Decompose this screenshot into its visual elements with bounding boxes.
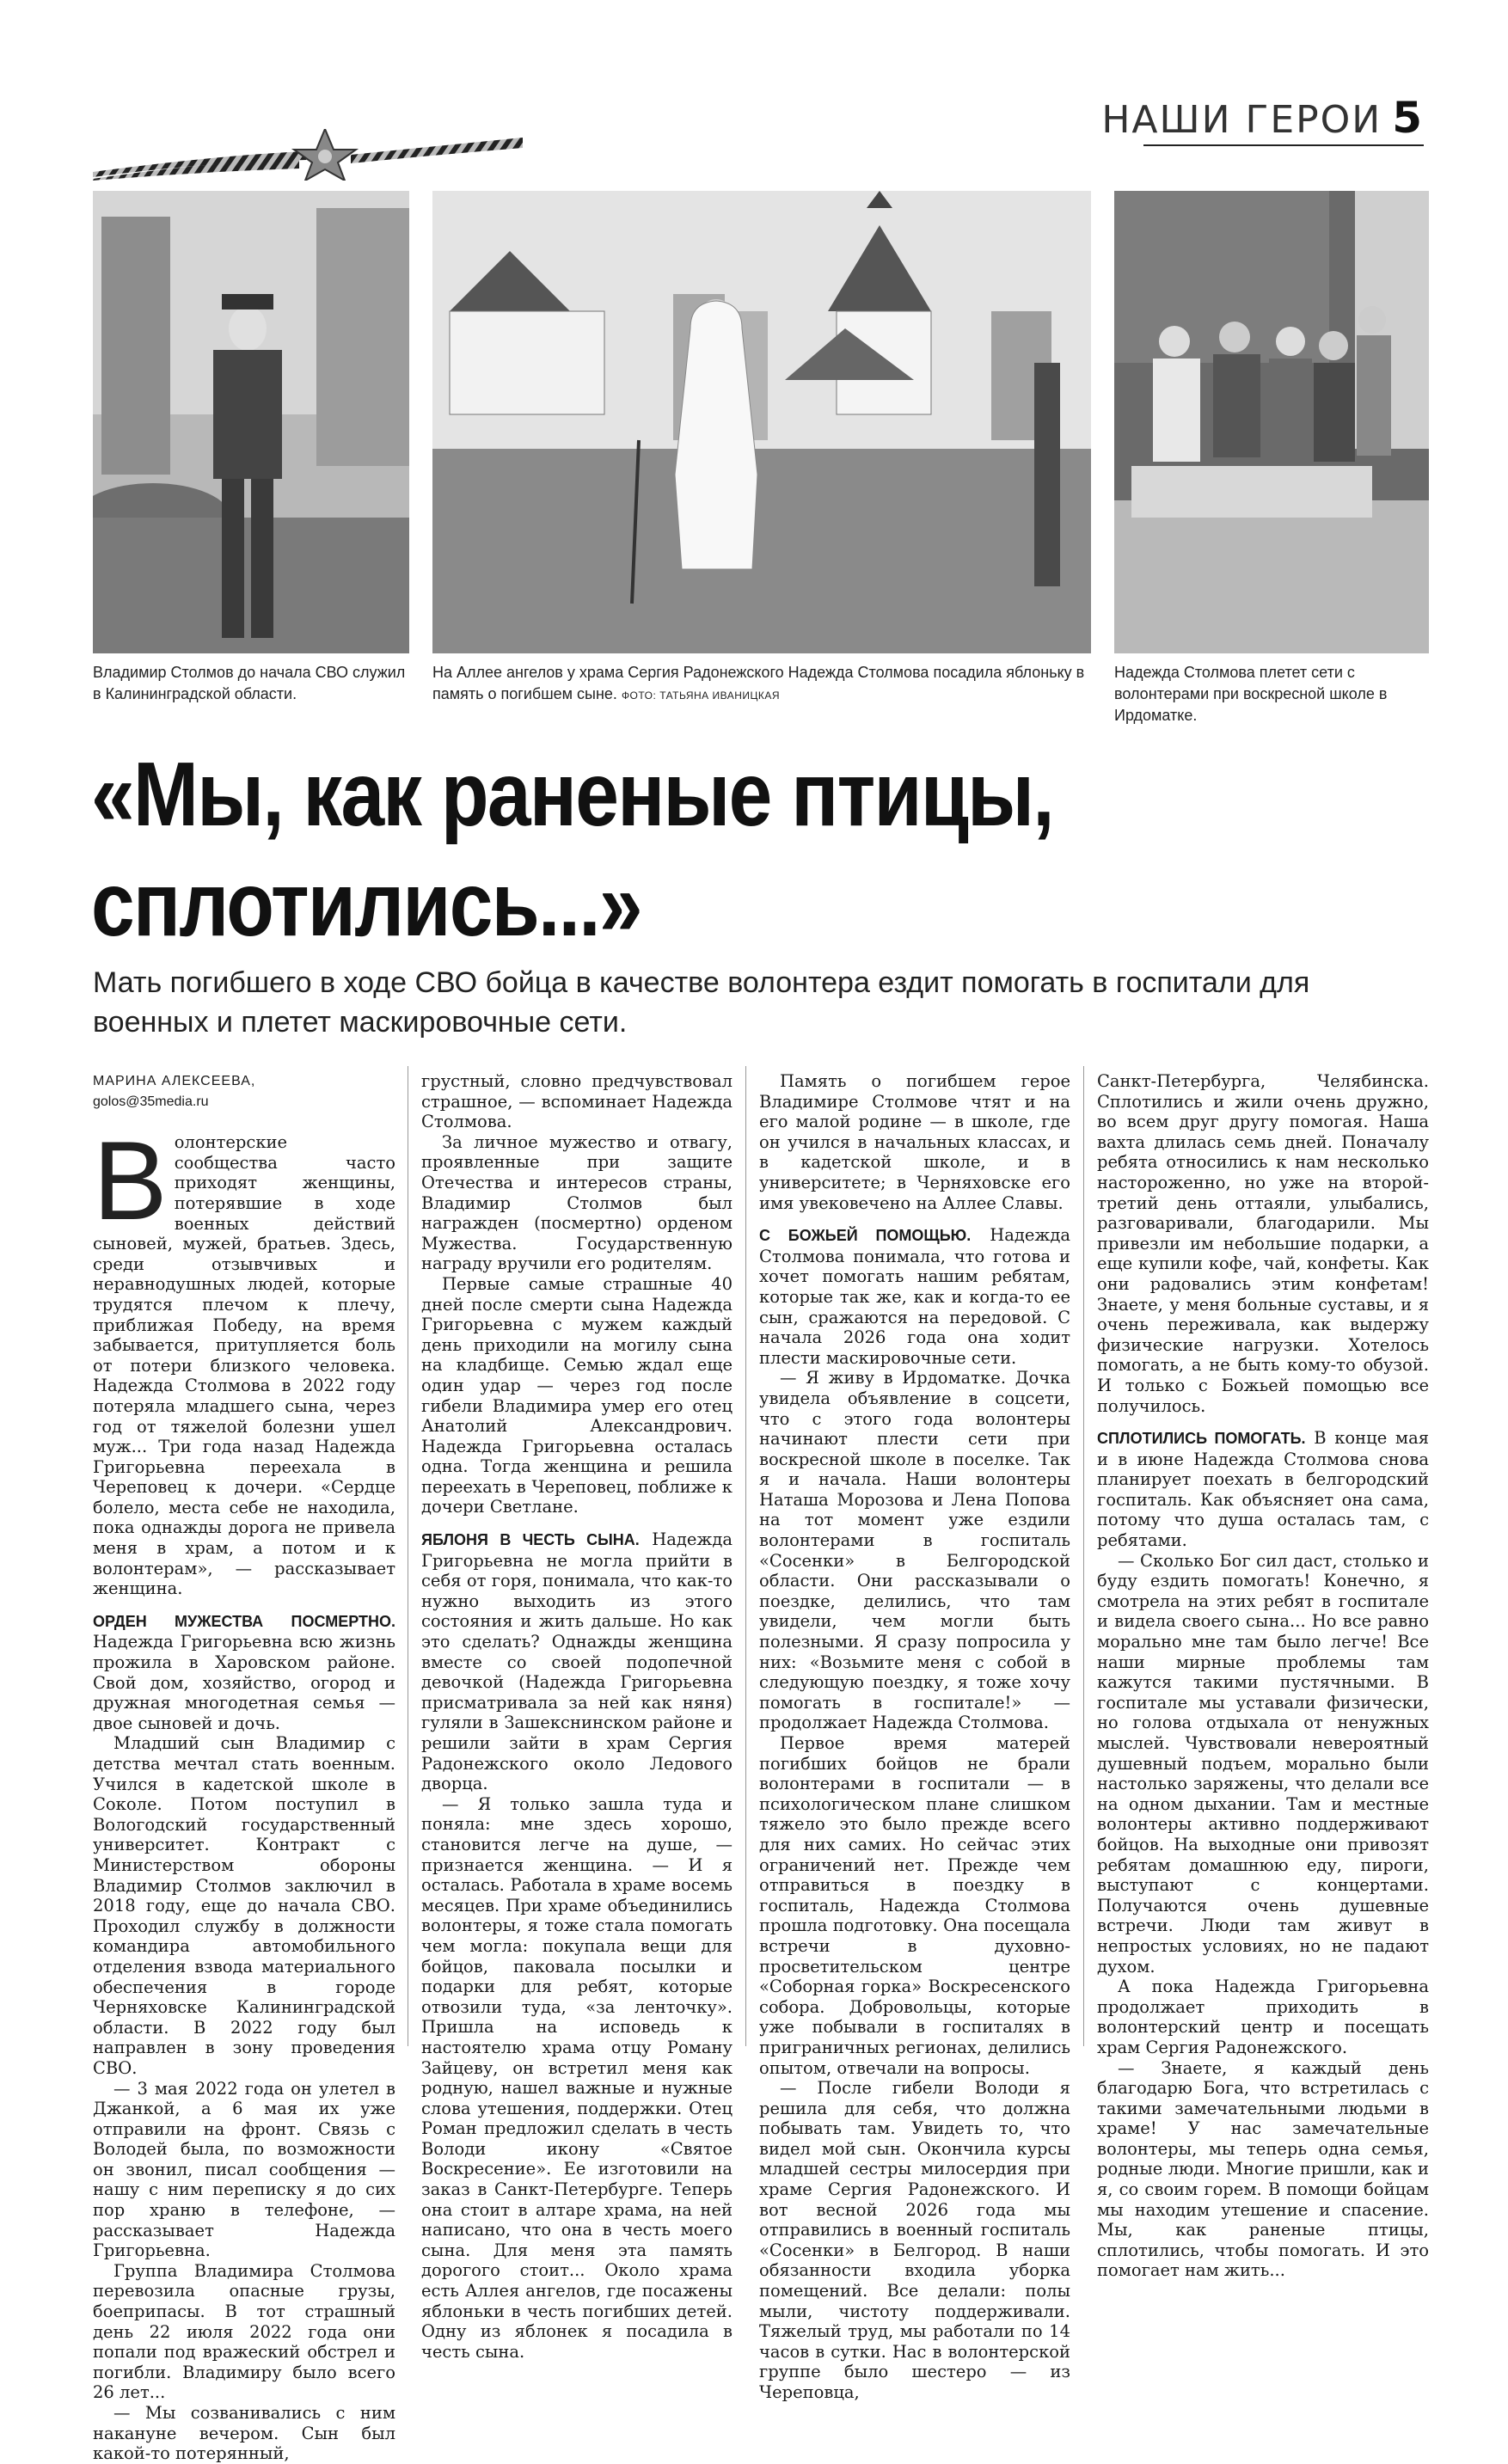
paragraph-text: В конце мая и в июне Надежда Столмова снова планирует поехать в белгородский госпиталь. Как объясняет она сама, потому что душа осталась там, с ребятами. (1097, 1428, 1430, 1551)
article-paragraph (421, 1794, 733, 2363)
photo2-caption-text: На Аллее ангелов у храма Сергия Радонежского Надежда Столмова посадила яблоньку в память о погибшем сыне. (432, 664, 1085, 702)
drop-cap: В (93, 1118, 168, 1244)
article-paragraph (759, 1071, 1070, 1213)
article-paragraph (421, 1071, 733, 1132)
photo-alley-of-angels (432, 191, 1091, 653)
article-paragraph (759, 1368, 1070, 1733)
paragraph-text: Первые самые страшные 40 дней после смерти сына Надежда Григорьевна с мужем каждый день приходили на могилу сына на кладбище. Семью ждал еще один удар — через год после гибели Владимира умер его отец Анатолий Александрович. Надежда Григорьевна осталась одна. Тогда женщина и решила переехать в Череповец, поближе к дочери Светлане. (421, 1273, 733, 1517)
section-title: НАШИ ГЕРОИ (1101, 98, 1382, 142)
photo-credit: ФОТО: ТАТЬЯНА ИВАНИЦКАЯ (621, 690, 781, 702)
article-paragraph (93, 2261, 395, 2403)
subheaded-paragraph (1097, 1428, 1429, 1551)
paragraph-text: олонтерские сообщества часто приходят женщины, потерявшие в ходе военных действий сыновей, мужей, братьев. Здесь, среди отзывчивых и неравнодушных людей, которые трудятся плечом к плечу, приближая Победу, на время забывается, притупляется боль от потери близкого человека. Надежда Столмова в 2022 году потеряла младшего сына, через год от тяжелой болезни ушел муж... Три года назад Надежда Григорьевна переехала в Череповец к дочери. «Сердце болело, места себе не находила, пока однажды дорога не привела меня в храм, а потом и к волонтерам», — рассказывает женщина. (93, 1132, 395, 1599)
subheading: ОРДЕН МУЖЕСТВА ПОСМЕРТНО. (93, 1612, 395, 1630)
article-paragraph (93, 1733, 395, 2078)
paragraph-text: Группа Владимира Столмова перевозила опасные грузы, боеприпасы. В тот страшный день 22 июля 2022 года они попали под вражеский обстрел и погибли. Владимиру было всего 26 лет... (93, 2260, 395, 2403)
paragraph-text: Младший сын Владимир с детства мечтал стать военным. Учился в кадетской школе в Соколе. Потом поступил в Вологодский государственный университет. Контракт с Министерством обороны Владимир Столмов заключил в 2018 году, еще до начала СВО. Проходил службу в должности командира автомобильного отделения взвода материального обеспечения в городе Черняховске Калининградской области. В 2022 году был направлен в зону проведения СВО. (93, 1733, 395, 2078)
author-email: golos@35media.ru (93, 1094, 209, 1109)
article-lead: Мать погибшего в ходе СВО бойца в качестве волонтера ездит помогать в госпитали для военных и плетет маскировочные сети. (93, 966, 1310, 1039)
paragraph-text: — Знаете, я каждый день благодарю Бога, что встретилась с такими замечательными людьми в храме! У нас замечательные волонтеры, мы теперь одна семья, родные люди. Многие пришли, как и я, со своим горем. В помощи бойцам мы находим утешение и спасение. Мы, как раненые птицы, сплотились, чтобы помогать. И это помогает нам жить... (1097, 2057, 1429, 2281)
column-rule (745, 1066, 746, 2046)
section-header (1101, 93, 1424, 143)
article-column-4 (1097, 1071, 1429, 2281)
ribbon-star-icon (93, 129, 523, 181)
paragraph-text: — После гибели Володи я решила для себя, что должна побывать там. Увидеть то, что видел мой сын. Окончила курсы младшей сестры милосердия при храме Сергия Радонежского. И вот весной 2026 года мы отправились в военный госпиталь «Сосенки» в Белгород. В наши обязанности входила уборка помещений. Все делали: полы мыли, чистоту поддерживали. Тяжелый труд, мы работали по 14 часов в сутки. Нас в волонтерской группе было шестеро — из Череповца, (759, 2078, 1070, 2402)
page-number: 5 (1392, 93, 1424, 143)
photo1-caption: Владимир Столмов до начала СВО служил в Калининградской области. (93, 664, 406, 702)
paragraph-text: — Я живу в Ирдоматке. Дочка увидела объявление в соцсети, что с этого года волонтеры начинают плести сети при воскресной школе в поселке. Так я и начала. Наши волонтеры Наташа Морозова и Лена Попова на тот момент уже ездили волонтерами в госпиталь «Сосенки» в Белгородской области. Они рассказывали о поездке, делились, что там увидели, чем могли быть полезными. Я сразу попросила у них: «Возьмите меня с собой в следующую поездку, я тоже хочу помогать в госпитале!» — продолжает Надежда Столмова. (759, 1368, 1070, 1733)
paragraph-text: Санкт-Петербурга, Челябинска. Сплотились и жили очень дружно, во всем друг другу помогая. Наша вахта длилась семь дней. Поначалу ребята относились к нам несколько настороженно, но уже на второй-третий день оттаяли, улыбались, разговаривали, благодарили. Мы привезли им небольшие подарки, а еще купили кофе, чай, конфеты. Как они радовались этим конфетам! Знаете, у меня больные суставы, и я очень переживала, как выдержу физические нагрузки. Хотелось помогать, а не быть кому-то обузой. И только с Божьей помощью все получилось. (1097, 1071, 1429, 1416)
subheaded-paragraph (421, 1529, 733, 1794)
column-rule (1083, 1066, 1084, 2046)
article-paragraph (93, 2403, 395, 2464)
article-paragraph (759, 2078, 1070, 2403)
paragraph-text: Надежда Столмова понимала, что готова и хочет помогать нашим ребятам, которые так же, как и когда-то ее сын, сражаются на передовой. С начала 2026 года она ходит плести маскировочные сети. (759, 1225, 1070, 1368)
author-name: МАРИНА АЛЕКСЕЕВА, (93, 1074, 256, 1088)
paragraph-text: Память о погибшем герое Владимире Столмове чтят и на его малой родине — в школе, где он учился в начальных классах, и в кадетской школе, и в университете; в Черняховске его имя увековечено на Аллее Славы. (759, 1071, 1070, 1213)
article-paragraph (93, 2079, 395, 2261)
article-paragraph (1097, 1977, 1429, 2057)
paragraph-text: — Мы созванивались с ним накануне вечером. Сын был какой-то потерянный, (93, 2403, 395, 2464)
header-rule (1143, 144, 1424, 146)
article-headline: «Мы, как раненые птицы, сплотились...» (91, 744, 1053, 955)
subheaded-paragraph (93, 1611, 395, 1734)
article-column-3 (759, 1071, 1070, 2403)
paragraph-text: грустный, словно предчувствовал страшное, — вспоминает Надежда Столмова. (421, 1071, 733, 1132)
subheading: С БОЖЬЕЙ ПОМОЩЬЮ. (759, 1227, 972, 1245)
paragraph-text: Надежда Григорьевна не могла прийти в себя от горя, понимала, что как-то нужно выходить из этого состояния и жить дальше. Но как это сделать? Однажды женщина вместе со своей подопечной девочкой (Надежда Григорьевна присматривала за ней как няня) гуляли в Зашекснинском районе и решили зайти в храм Сергия Радонежского около Ледового дворца. (421, 1529, 733, 1794)
subheading: СПЛОТИЛИСЬ ПОМОГАТЬ. (1097, 1430, 1306, 1448)
paragraph-text: За личное мужество и отвагу, проявленные при защите Отечества и интересов страны, Владимир Столмов был награжден (посмертно) орденом Мужества. Государственную награду вручили его родителям. (421, 1131, 733, 1274)
photo3-caption: Надежда Столмова плетет сети с волонтерами при воскресной школе в Ирдоматке. (1114, 664, 1388, 724)
photo2-caption (432, 662, 1086, 707)
photo-soldier (93, 191, 409, 653)
article-paragraph (759, 1733, 1070, 2078)
subheading: ЯБЛОНЯ В ЧЕСТЬ СЫНА. (421, 1531, 640, 1549)
paragraph-text: Первое время матерей погибших бойцов не брали волонтерами в госпитали — в психологическом плане слишком тяжело это было прежде всего для них самих. Но сейчас этих ограничений нет. Прежде чем отправиться в поездку в госпиталь, Надежда Столмова прошла подготовку. Она посещала встречи в духовно-просветительском центре «Соборная горка» Воскресенского собора. Добровольцы, которые уже побывали в госпиталях в приграничных регионах, делились опытом, отвечали на вопросы. (759, 1733, 1070, 2078)
paragraph-text: — Я только зашла туда и поняла: мне здесь хорошо, становится легче на душе, — признается женщина. — И я осталась. Работала в храме восемь месяцев. При храме объединились волонтеры, я тоже стала помогать чем могла: покупала вещи для бойцов, паковала посылки и подарки для ребят, которые отвозили туда, «за ленточку». Пришла на исповедь к настоятелю храма отцу Роману Зайцеву, он встретил меня как родную, нашел важные и нужные слова утешения, поддержки. Отец Роман предложил сделать в честь Володи икону «Святое Воскресение». Ее изготовили на заказ в Санкт-Петербурге. Теперь она стоит в алтаре храма, на ней написано, что она в честь моего сына. Для меня эта память дорогого стоит... Около храма есть Аллея ангелов, где посажены яблоньки в честь погибших детей. Одну из яблонек я посадила в честь сына. (421, 1793, 733, 2362)
article-paragraph (1097, 2058, 1429, 2282)
article-paragraph (421, 1132, 733, 1274)
subheaded-paragraph (759, 1225, 1070, 1368)
paragraph-text: — Сколько Бог сил даст, столько и буду ездить помогать! Конечно, я смотрела на этих ребят в госпитале и видела своего сына... Но все равно морально мне там было легче! Все наши мирные проблемы там кажутся такими пустячными. В госпитале мы уставали физически, но голова отдыхала от ненужных мыслей. Чувствовали невероятный душевный подъем, морально были настолько заряжены, что делали все на одном дыхании. Там и местные волонтеры активно поддерживают бойцов. На выходные они привозят ребятам домашнюю еду, пироги, выступают с концертами. Получаются очень душевные встречи. Люди там живут в непростых условиях, но не падают духом. (1097, 1550, 1429, 1977)
article-paragraph (1097, 1071, 1429, 1416)
article-paragraph (421, 1274, 733, 1517)
paragraph-text: А пока Надежда Григорьевна продолжает приходить в волонтерский центр и посещать храм Сергия Радонежского. (1097, 1977, 1429, 2057)
paragraph-text: — 3 мая 2022 года он улетел в Джанкой, а 6 мая их уже отправили на фронт. Связь с Володей была, по возможности он звонил, писал сообщения — нашу с ним переписку я до сих пор храню в телефоне, — рассказывает Надежда Григорьевна. (93, 2078, 395, 2261)
article-paragraph (1097, 1551, 1429, 1977)
paragraph-text: Надежда Григорьевна всю жизнь прожила в Харовском районе. Свой дом, хозяйство, огород и дружная многодетная семья — двое сыновей и дочь. (93, 1632, 395, 1733)
article-column-2 (421, 1071, 733, 2362)
article-column-1 (93, 1071, 395, 2464)
photo-volunteers-nets (1114, 191, 1429, 653)
